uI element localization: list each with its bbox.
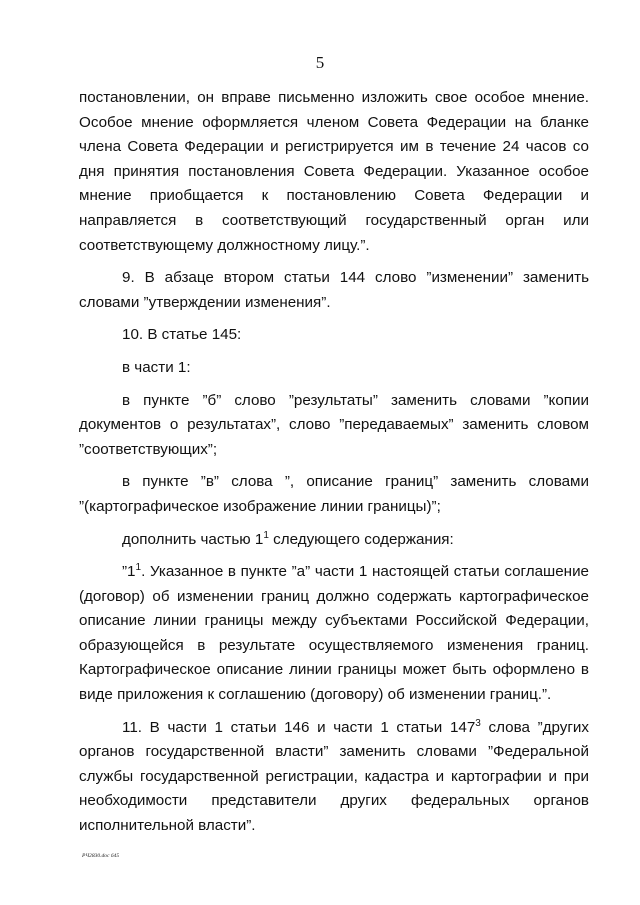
paragraph-9-text: 11. В части 1 статьи 146 и части 1 статьи 147	[122, 718, 476, 736]
paragraph-8-sup: 1	[135, 562, 142, 574]
paragraph-8	[79, 560, 589, 708]
page-number: 5	[315, 53, 325, 72]
paragraph-7-sup: 1	[263, 529, 269, 541]
document-body	[79, 86, 589, 839]
paragraph-9-text-end: слова ”других органов государственной власти” заменить словами ”Федеральной службы государственной регистрации, кадастра и картографии и при необходимости представители других федеральных органов исполнительной власти”.	[79, 718, 589, 835]
paragraph-1: постановлении, он вправе письменно изложить свое особое мнение. Особое мнение оформляется членом Совета Федерации на бланке члена Совета Федерации и регистрируется им в течение 24 часов со дня принятия постановления Совета Федерации. Указанное особое мнение приобщается к постановлению Совета Федерации и направляется в соответствующий государственный орган или соответствующему должностному лицу.”.	[79, 89, 589, 254]
paragraph-9-sup: 3	[475, 717, 481, 729]
paragraph-7-text: дополнить частью 1	[122, 530, 264, 548]
paragraph-2: 9. В абзаце втором статьи 144 слово ”изменении” заменить словами ”утверждении изменения”.	[79, 269, 589, 311]
paragraph-8-text: ”1	[122, 563, 136, 581]
paragraph-5: в пункте ”б” слово ”результаты” заменить словами ”копии документов о результатах”, слово ”передаваемых” заменить словом ”соответствующих”;	[79, 391, 589, 458]
paragraph-9	[79, 716, 589, 839]
paragraph-7-text-end: следующего содержания:	[268, 530, 454, 548]
footer-filename: РЧ2830.doc 645	[82, 853, 120, 859]
paragraph-6: в пункте ”в” слова ”, описание границ” заменить словами ”(картографическое изображение линии границы)”;	[79, 473, 589, 515]
paragraph-3: 10. В статье 145:	[122, 326, 242, 344]
paragraph-8-text-end: . Указанное в пункте ”а” части 1 настоящей статьи соглашение (договор) об изменении границ должно содержать картографическое описание линии границы между субъектами Российской Федерации, образующейся в результате осуществляемого изменения границ. Картографическое описание линии границы может быть оформлено в виде приложения к соглашению (договору) об изменении границ.”.	[79, 563, 589, 704]
paragraph-4: в части 1:	[122, 358, 191, 376]
paragraph-7	[79, 528, 589, 553]
